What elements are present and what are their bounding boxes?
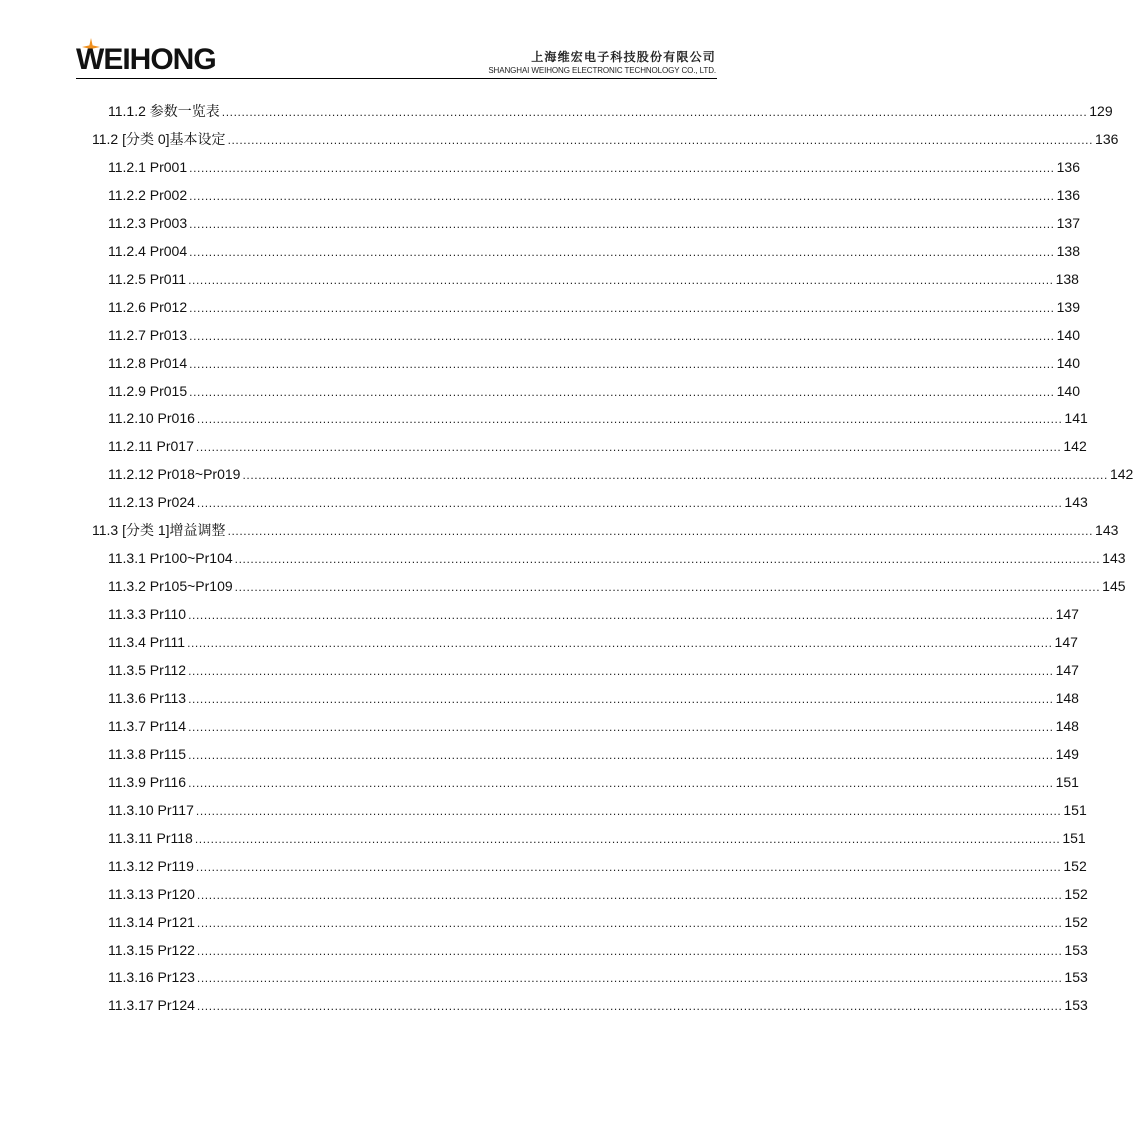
- toc-entry-title: 11.3.11 Pr118: [108, 829, 193, 846]
- toc-entry-page-number: 148: [1055, 689, 1079, 706]
- toc-entry-page-number: 136: [1095, 130, 1119, 147]
- toc-entry-page-number: 138: [1055, 270, 1079, 287]
- toc-entry-page-number: 142: [1109, 466, 1133, 483]
- toc-entry[interactable]: [108, 296, 1080, 316]
- toc-entry[interactable]: [108, 463, 1133, 483]
- dot-leader: ............................................................................................................................................................................................................................: [188, 608, 1054, 623]
- toc-entry-page-number: 143: [1102, 550, 1126, 567]
- toc-entry[interactable]: [108, 939, 1088, 959]
- dot-leader: ............................................................................................................................................................................................................................: [234, 552, 1101, 567]
- toc-entry-title: 11.3.5 Pr112: [108, 662, 187, 678]
- toc-entry-title: 11.3.9 Pr116: [108, 773, 187, 790]
- toc-entry[interactable]: [108, 631, 1078, 651]
- toc-entry-title: 11.2.7 Pr013: [108, 326, 188, 343]
- toc-entry-page-number: 147: [1054, 634, 1078, 651]
- toc-entry-title: 11.2.3 Pr003: [108, 214, 188, 231]
- toc-entry-title: 11.3.4 Pr111: [108, 634, 186, 651]
- dot-leader: ............................................................................................................................................................................................................................: [187, 636, 1053, 651]
- toc-entry-title: 11.3.10 Pr117: [108, 801, 194, 818]
- toc-entry-title: 11.3.6 Pr113: [108, 689, 187, 706]
- dot-leader: ............................................................................................................................................................................................................................: [196, 496, 1063, 511]
- toc-entry[interactable]: [108, 715, 1079, 735]
- page-header: [0, 0, 793, 80]
- toc-entry-page-number: 137: [1056, 214, 1080, 231]
- dot-leader: ............................................................................................................................................................................................................................: [189, 188, 1055, 203]
- toc-entry-page-number: 151: [1063, 801, 1087, 818]
- toc-entry[interactable]: [108, 883, 1088, 903]
- dot-leader: ............................................................................................................................................................................................................................: [195, 803, 1062, 818]
- toc-entry[interactable]: [108, 603, 1079, 623]
- toc-entry[interactable]: [108, 380, 1080, 400]
- toc-entry-page-number: 153: [1064, 941, 1088, 958]
- dot-leader: ............................................................................................................................................................................................................................: [242, 468, 1108, 483]
- toc-entry[interactable]: [108, 156, 1080, 176]
- dot-leader: ............................................................................................................................................................................................................................: [196, 887, 1063, 902]
- dot-leader: ............................................................................................................................................................................................................................: [189, 216, 1055, 231]
- toc-entry-title: 11.2.5 Pr011: [108, 270, 187, 287]
- toc-entry[interactable]: [108, 240, 1080, 260]
- toc-entry[interactable]: [108, 966, 1088, 986]
- toc-entry[interactable]: [108, 799, 1087, 819]
- toc-entry-page-number: 145: [1102, 578, 1126, 595]
- toc-entry-title: 11.2.1 Pr001: [108, 158, 188, 175]
- dot-leader: ............................................................................................................................................................................................................................: [221, 105, 1088, 119]
- toc-entry-page-number: 138: [1056, 242, 1080, 259]
- dot-leader: ............................................................................................................................................................................................................................: [194, 831, 1061, 846]
- toc-entry-title: 11.2.2 Pr002: [108, 186, 188, 203]
- toc-entry-page-number: 140: [1056, 382, 1080, 399]
- dot-leader: ............................................................................................................................................................................................................................: [189, 160, 1055, 175]
- toc-entry-page-number: 141: [1064, 410, 1088, 427]
- toc-entry-title: 11.3.15 Pr122: [108, 941, 195, 958]
- toc-entry-title: 11.3.14 Pr121: [108, 913, 195, 930]
- toc-entry-page-number: 152: [1063, 857, 1087, 874]
- dot-leader: ............................................................................................................................................................................................................................: [189, 244, 1055, 259]
- toc-entry[interactable]: [108, 407, 1088, 427]
- toc-entry[interactable]: [108, 575, 1126, 595]
- toc-entry-title: 11.2.9 Pr015: [108, 382, 188, 399]
- toc-entry[interactable]: [108, 268, 1079, 288]
- toc-entry[interactable]: [108, 435, 1087, 455]
- toc-entry[interactable]: [108, 212, 1080, 232]
- toc-entry-title: 11.2 [分类 0]基本设定: [92, 130, 226, 147]
- toc-entry-page-number: 139: [1056, 298, 1080, 315]
- toc-entry-title: 11.3.8 Pr115: [108, 745, 187, 762]
- dot-leader: ............................................................................................................................................................................................................................: [188, 775, 1054, 790]
- toc-entry-title: 11.3.16 Pr123: [108, 969, 195, 986]
- toc-entry-title: 11.3.1 Pr100~Pr104: [108, 550, 233, 567]
- toc-entry-title: 11.2.13 Pr024: [108, 494, 195, 511]
- dot-leader: ............................................................................................................................................................................................................................: [189, 328, 1055, 343]
- dot-leader: ............................................................................................................................................................................................................................: [188, 747, 1054, 762]
- toc-entry-title: 11.2.11 Pr017: [108, 438, 194, 455]
- toc-entry[interactable]: [108, 324, 1080, 344]
- toc-entry[interactable]: [108, 994, 1088, 1014]
- toc-entry[interactable]: [108, 687, 1079, 707]
- toc-entry[interactable]: [92, 519, 1119, 539]
- toc-entry-page-number: 143: [1064, 494, 1088, 511]
- dot-leader: ............................................................................................................................................................................................................................: [234, 580, 1101, 595]
- toc-entry-page-number: 129: [1089, 103, 1113, 119]
- toc-entry-page-number: 149: [1055, 745, 1079, 762]
- toc-entry-title: 11.2.6 Pr012: [108, 298, 188, 315]
- toc-entry-page-number: 147: [1055, 606, 1079, 623]
- toc-entry-page-number: 151: [1062, 829, 1086, 846]
- toc-entry-page-number: 147: [1055, 662, 1079, 678]
- toc-entry-title: 11.1.2 参数一览表: [108, 103, 220, 119]
- toc-entry-page-number: 153: [1064, 969, 1088, 986]
- header-divider: [76, 78, 717, 79]
- dot-leader: ............................................................................................................................................................................................................................: [195, 440, 1062, 455]
- toc-entry-page-number: 140: [1056, 354, 1080, 371]
- dot-leader: ............................................................................................................................................................................................................................: [188, 664, 1054, 678]
- dot-leader: ............................................................................................................................................................................................................................: [188, 272, 1054, 287]
- toc-entry[interactable]: [108, 771, 1079, 791]
- dot-leader: ............................................................................................................................................................................................................................: [196, 943, 1063, 958]
- toc-entry-title: 11.2.4 Pr004: [108, 242, 188, 259]
- toc-entry-page-number: 152: [1064, 885, 1088, 902]
- toc-entry[interactable]: [108, 911, 1088, 931]
- toc-entry[interactable]: [108, 827, 1086, 847]
- dot-leader: ............................................................................................................................................................................................................................: [196, 412, 1063, 427]
- dot-leader: ............................................................................................................................................................................................................................: [196, 999, 1063, 1014]
- toc-entry-title: 11.2.10 Pr016: [108, 410, 195, 427]
- dot-leader: ............................................................................................................................................................................................................................: [196, 915, 1063, 930]
- toc-entry[interactable]: [108, 184, 1080, 204]
- toc-entry-title: 11.3.12 Pr119: [108, 857, 194, 874]
- toc-entry-page-number: 151: [1055, 773, 1079, 790]
- toc-entry-page-number: 136: [1056, 186, 1080, 203]
- toc-entry-title: 11.3.17 Pr124: [108, 997, 195, 1014]
- toc-entry[interactable]: [108, 855, 1087, 875]
- toc-entry-title: 11.2.8 Pr014: [108, 354, 188, 371]
- dot-leader: ............................................................................................................................................................................................................................: [188, 719, 1054, 734]
- toc-entry-page-number: 143: [1095, 522, 1119, 539]
- company-name-cn: 上海维宏电子科技股份有限公司: [531, 50, 716, 64]
- toc-entry-page-number: 142: [1063, 438, 1087, 455]
- dot-leader: ............................................................................................................................................................................................................................: [227, 132, 1094, 147]
- toc-entry[interactable]: [108, 491, 1088, 511]
- toc-entry-title: 11.3.2 Pr105~Pr109: [108, 578, 233, 595]
- toc-entry-page-number: 140: [1056, 326, 1080, 343]
- toc-entry[interactable]: [108, 100, 1113, 120]
- toc-entry[interactable]: [108, 743, 1079, 763]
- toc-entry[interactable]: [92, 128, 1119, 148]
- dot-leader: ............................................................................................................................................................................................................................: [227, 524, 1094, 539]
- dot-leader: ............................................................................................................................................................................................................................: [188, 691, 1054, 706]
- toc-entry-title: 11.3 [分类 1]增益调整: [92, 522, 226, 539]
- toc-entry-page-number: 136: [1056, 158, 1080, 175]
- toc-entry-title: 11.3.13 Pr120: [108, 885, 195, 902]
- toc-entry-page-number: 148: [1055, 717, 1079, 734]
- toc-entry-title: 11.2.12 Pr018~Pr019: [108, 466, 241, 483]
- toc-entry-page-number: 153: [1064, 997, 1088, 1014]
- dot-leader: ............................................................................................................................................................................................................................: [189, 384, 1055, 399]
- toc-entry[interactable]: [108, 547, 1126, 567]
- company-logo: WEIHONG: [76, 43, 216, 76]
- dot-leader: ............................................................................................................................................................................................................................: [195, 859, 1062, 874]
- toc-entry-page-number: 152: [1064, 913, 1088, 930]
- toc-entry-title: 11.3.3 Pr110: [108, 606, 187, 623]
- company-name-en: SHANGHAI WEIHONG ELECTRONIC TECHNOLOGY CO., LTD.: [488, 66, 716, 75]
- dot-leader: ............................................................................................................................................................................................................................: [196, 971, 1063, 986]
- dot-leader: ............................................................................................................................................................................................................................: [189, 300, 1055, 315]
- toc-entry[interactable]: [108, 352, 1080, 372]
- toc-entry-title: 11.3.7 Pr114: [108, 717, 187, 734]
- dot-leader: ............................................................................................................................................................................................................................: [189, 356, 1055, 371]
- toc-entry[interactable]: [108, 659, 1079, 679]
